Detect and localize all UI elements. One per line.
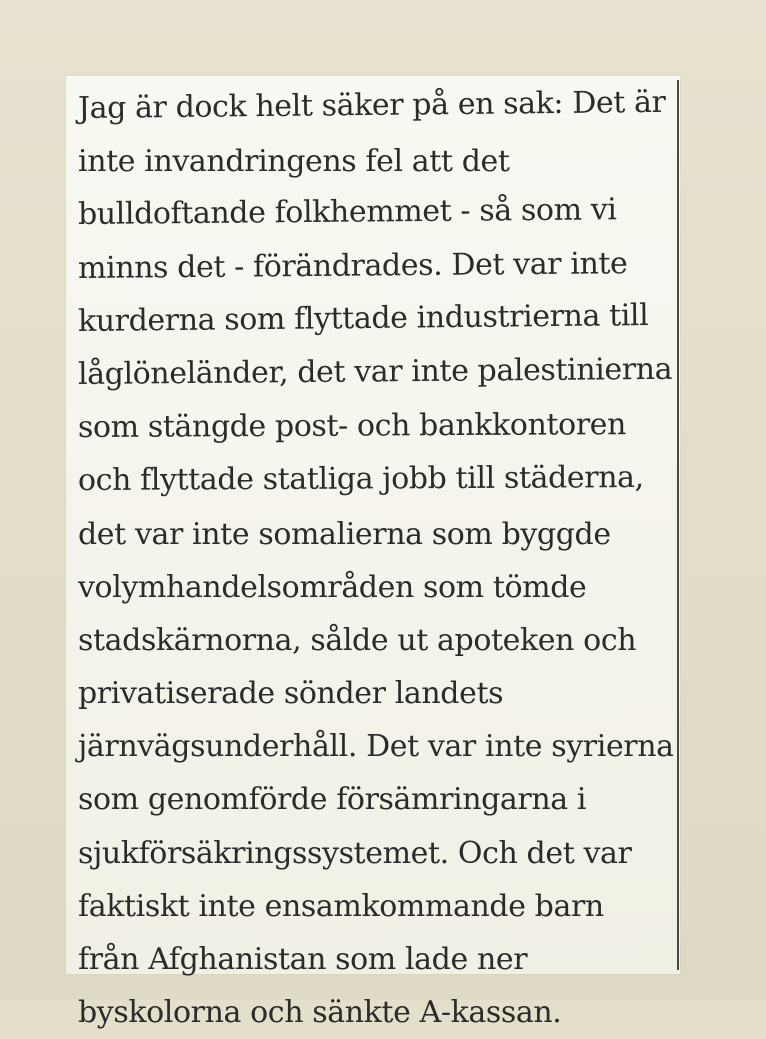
- text-line-17: från Afghanistan som lade ner: [78, 942, 528, 977]
- text-line-11: stadskärnorna, sålde ut apoteken och: [78, 622, 637, 658]
- text-line-18: byskolorna och sänkte A-kassan.: [78, 995, 562, 1031]
- text-line-6: låglöneländer, det var inte palestinierna: [77, 351, 673, 392]
- text-line-8: och flyttade statliga jobb till städerna,: [77, 460, 644, 499]
- newspaper-clipping: [66, 76, 680, 1031]
- text-line-4: minns det - förändrades. Det var inte: [77, 245, 628, 286]
- text-line-14: som genomförde försämringarna i: [78, 782, 587, 818]
- text-line-10: volymhandelsområden som tömde: [78, 569, 587, 605]
- text-line-12: privatiserade sönder landets: [78, 676, 504, 712]
- text-line-3: bulldoftande folkhemmet - så som vi: [77, 192, 617, 233]
- text-line-7: som stängde post- och bankkontoren: [77, 407, 627, 446]
- text-line-5: kurderna som flyttade industrierna till: [77, 297, 649, 339]
- text-line-16: faktiskt inte ensamkommande barn: [78, 888, 604, 924]
- text-line-2: inte invandringens fel att det: [78, 144, 510, 180]
- text-line-13: järnvägsunderhåll. Det var inte syrierna: [78, 729, 674, 765]
- article-paragraph: [77, 82, 674, 1031]
- text-line-15: sjukförsäkringssystemet. Och det var: [78, 835, 632, 871]
- clipping-edge-line: [677, 80, 679, 970]
- text-line-1: Jag är dock helt säker på en sak: Det är: [77, 84, 666, 126]
- text-line-9: det var inte somalierna som byggde: [78, 516, 611, 552]
